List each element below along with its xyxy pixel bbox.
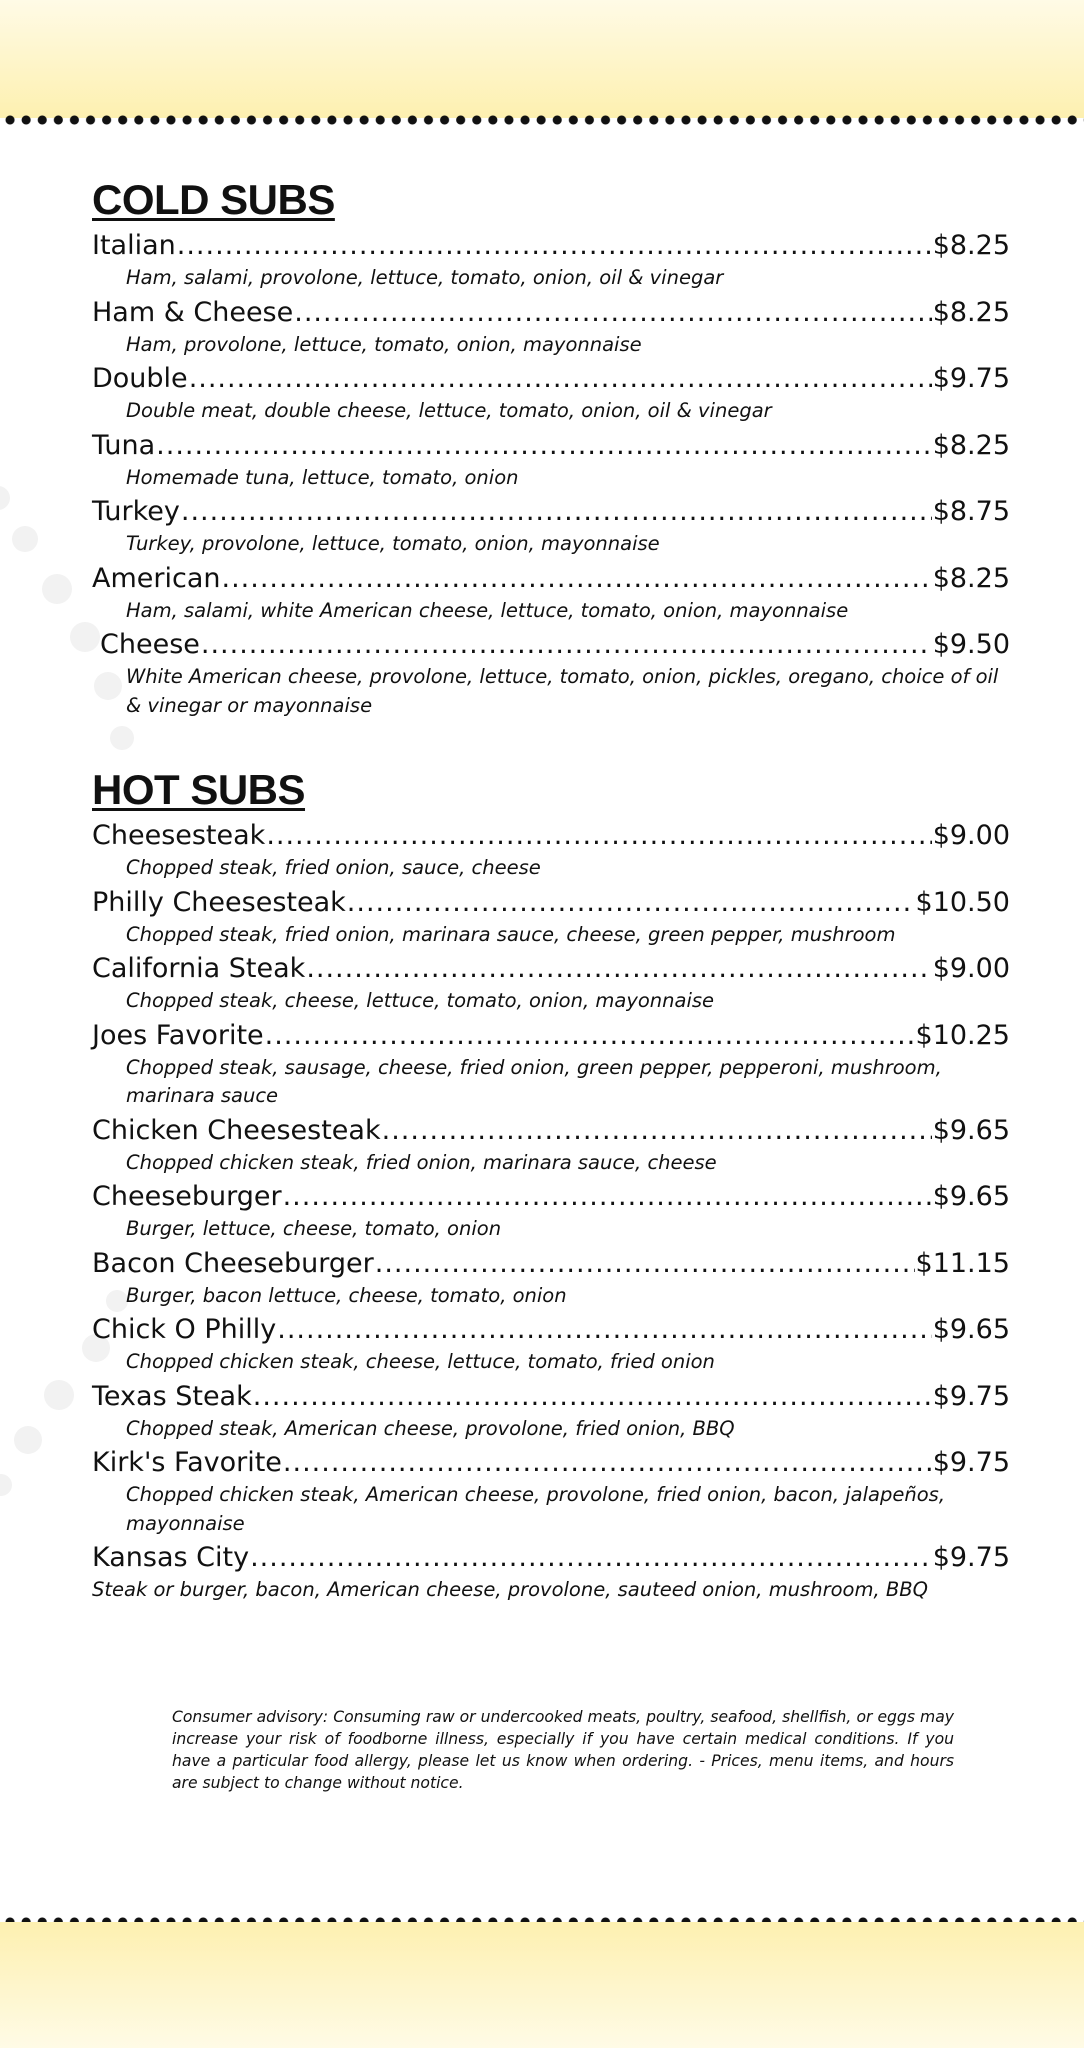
top-decorative-band xyxy=(0,0,1084,118)
menu-item-row xyxy=(92,1540,1010,1576)
menu-item xyxy=(92,1179,1010,1244)
menu-item xyxy=(92,1540,1010,1605)
menu-item-row xyxy=(92,561,1010,597)
item-price: $9.65 xyxy=(932,1114,1010,1146)
item-price: $10.50 xyxy=(915,886,1010,918)
item-price: $9.65 xyxy=(932,1314,1010,1345)
item-description: Steak or burger, bacon, American cheese, provolone, sauteed onion, mushroom, BBQ xyxy=(92,1578,928,1601)
menu-item xyxy=(92,494,1010,559)
item-name: Kirk's Favorite xyxy=(92,1447,282,1478)
menu-item-row xyxy=(92,494,1010,530)
dot-leader xyxy=(375,1246,915,1282)
menu-item xyxy=(92,818,1010,883)
cold-subs-list xyxy=(92,228,1010,720)
cold-subs-heading: COLD SUBS xyxy=(92,176,335,223)
decorative-bubble xyxy=(14,1426,42,1454)
item-price: $10.25 xyxy=(915,1019,1010,1051)
item-name: Joes Favorite xyxy=(92,1019,264,1051)
hot-subs-heading: HOT SUBS xyxy=(92,766,306,813)
item-description: Chopped steak, cheese, lettuce, tomato, onion, mayonnaise xyxy=(126,989,715,1012)
menu-item-row xyxy=(92,885,1010,921)
item-price: $11.15 xyxy=(915,1247,1010,1279)
item-description: Chopped steak, fried onion, sauce, cheese xyxy=(126,856,541,879)
item-description: Chopped chicken steak, fried onion, marinara sauce, cheese xyxy=(126,1150,717,1174)
item-description: Ham, salami, provolone, lettuce, tomato, onion, oil & vinegar xyxy=(126,266,724,289)
dot-leader xyxy=(189,361,932,397)
item-description: Burger, lettuce, cheese, tomato, onion xyxy=(126,1217,502,1240)
menu-item-row xyxy=(92,1246,1010,1282)
item-price: $9.50 xyxy=(932,629,1010,660)
top-dotted-border xyxy=(0,114,1084,126)
menu-item xyxy=(92,885,1010,950)
menu-item xyxy=(92,295,1010,360)
dot-leader xyxy=(177,228,932,264)
menu-item xyxy=(92,627,1010,720)
menu-item xyxy=(92,1312,1010,1377)
item-price: $9.65 xyxy=(932,1181,1010,1212)
item-name: Ham & Cheese xyxy=(92,296,294,328)
dot-leader xyxy=(277,1312,931,1348)
dot-leader xyxy=(265,1018,915,1054)
dot-leader xyxy=(266,818,931,854)
decorative-bubble xyxy=(42,574,72,604)
bottom-decorative-band xyxy=(0,1922,1084,2048)
dot-leader xyxy=(201,627,932,663)
item-name: Kansas City xyxy=(92,1542,250,1573)
decorative-bubble xyxy=(0,486,10,510)
item-name: American xyxy=(92,562,221,594)
item-description: Double meat, double cheese, lettuce, tomato, onion, oil & vinegar xyxy=(126,399,772,422)
item-description: Ham, provolone, lettuce, tomato, onion, mayonnaise xyxy=(126,332,642,356)
item-description: Chopped chicken steak, cheese, lettuce, tomato, fried onion xyxy=(126,1350,715,1373)
menu-item-row xyxy=(92,1018,1010,1054)
menu-item-row xyxy=(92,1179,1010,1215)
menu-item xyxy=(92,1018,1010,1111)
item-price: $8.25 xyxy=(932,562,1010,594)
item-description: Chopped steak, American cheese, provolone, fried onion, BBQ xyxy=(126,1416,735,1440)
item-name: Texas Steak xyxy=(92,1380,252,1412)
item-price: $9.00 xyxy=(932,820,1010,851)
item-description: Burger, bacon lettuce, cheese, tomato, onion xyxy=(126,1283,567,1307)
menu-item-row xyxy=(92,951,1010,987)
dot-leader xyxy=(250,1540,932,1576)
menu-item xyxy=(92,361,1010,426)
menu-item xyxy=(92,561,1010,626)
decorative-bubble xyxy=(0,1474,12,1496)
menu-item-row xyxy=(92,818,1010,854)
item-description: Chopped steak, fried onion, marinara sauce, cheese, green pepper, mushroom xyxy=(126,922,896,946)
item-name: California Steak xyxy=(92,953,306,984)
item-price: $8.25 xyxy=(932,230,1010,261)
menu-item-row xyxy=(92,1445,1010,1481)
item-name: Tuna xyxy=(92,429,156,461)
menu-item-row xyxy=(92,361,1010,397)
dot-leader xyxy=(294,295,931,331)
item-name: Cheesesteak xyxy=(92,820,266,851)
item-price: $9.75 xyxy=(932,1542,1010,1573)
dot-leader xyxy=(382,1113,932,1149)
menu-item xyxy=(92,1246,1010,1311)
item-name: Italian xyxy=(92,230,176,261)
menu-item xyxy=(92,951,1010,1016)
item-description: White American cheese, provolone, lettuce, tomato, onion, pickles, oregano, choice of oil & vinegar or mayonnaise xyxy=(126,665,999,717)
item-name: Cheeseburger xyxy=(92,1181,282,1212)
menu-item-row xyxy=(92,627,1010,663)
menu-item-row xyxy=(92,1113,1010,1149)
item-name: Chicken Cheesesteak xyxy=(92,1114,381,1146)
consumer-advisory: Consumer advisory: Consuming raw or undercooked meats, poultry, seafood, shellfish, or eggs may increase your risk of foodborne illness, especially if you have certain medical conditions. If you have a particular food allergy, please let us know when ordering. - Prices, menu items, and hours are subject to change without notice. xyxy=(172,1708,954,1792)
menu-item xyxy=(92,1379,1010,1444)
item-description: Ham, salami, white American cheese, lettuce, tomato, onion, mayonnaise xyxy=(126,598,849,622)
dot-leader xyxy=(253,1379,932,1415)
item-name: Philly Cheesesteak xyxy=(92,886,346,918)
item-name: Double xyxy=(92,363,188,394)
item-name: Bacon Cheeseburger xyxy=(92,1247,374,1279)
item-price: $9.75 xyxy=(932,1447,1010,1478)
decorative-bubble xyxy=(44,1380,74,1410)
dot-leader xyxy=(222,561,932,597)
menu-item-row xyxy=(92,1312,1010,1348)
menu-item xyxy=(92,1445,1010,1538)
item-price: $8.75 xyxy=(932,496,1010,527)
item-name: Chick O Philly xyxy=(92,1314,277,1345)
item-description: Chopped steak, sausage, cheese, fried onion, green pepper, pepperoni, mushroom, marinara sauce xyxy=(126,1055,942,1107)
hot-subs-list xyxy=(92,818,1010,1605)
item-name: Cheese xyxy=(100,629,200,660)
item-price: $9.00 xyxy=(932,953,1010,984)
item-price: $9.75 xyxy=(932,363,1010,394)
menu-item-row xyxy=(92,1379,1010,1415)
dot-leader xyxy=(283,1445,932,1481)
item-price: $8.25 xyxy=(932,296,1010,328)
dot-leader xyxy=(156,428,932,464)
dot-leader xyxy=(283,1179,932,1215)
dot-leader xyxy=(181,494,932,530)
menu-item xyxy=(92,1113,1010,1178)
menu-item-row xyxy=(92,428,1010,464)
item-description: Homemade tuna, lettuce, tomato, onion xyxy=(126,465,519,489)
item-description: Chopped chicken steak, American cheese, provolone, fried onion, bacon, jalapeños, mayonnaise xyxy=(126,1483,946,1535)
item-name: Turkey xyxy=(92,496,180,527)
dot-leader xyxy=(347,885,915,921)
menu-item xyxy=(92,228,1010,293)
menu-item xyxy=(92,428,1010,493)
menu-content xyxy=(92,172,1010,1607)
item-price: $8.25 xyxy=(932,429,1010,461)
menu-item-row xyxy=(92,295,1010,331)
dot-leader xyxy=(306,951,931,987)
item-price: $9.75 xyxy=(932,1380,1010,1412)
menu-item-row xyxy=(92,228,1010,264)
item-description: Turkey, provolone, lettuce, tomato, onion, mayonnaise xyxy=(126,532,660,555)
decorative-bubble xyxy=(12,526,38,552)
